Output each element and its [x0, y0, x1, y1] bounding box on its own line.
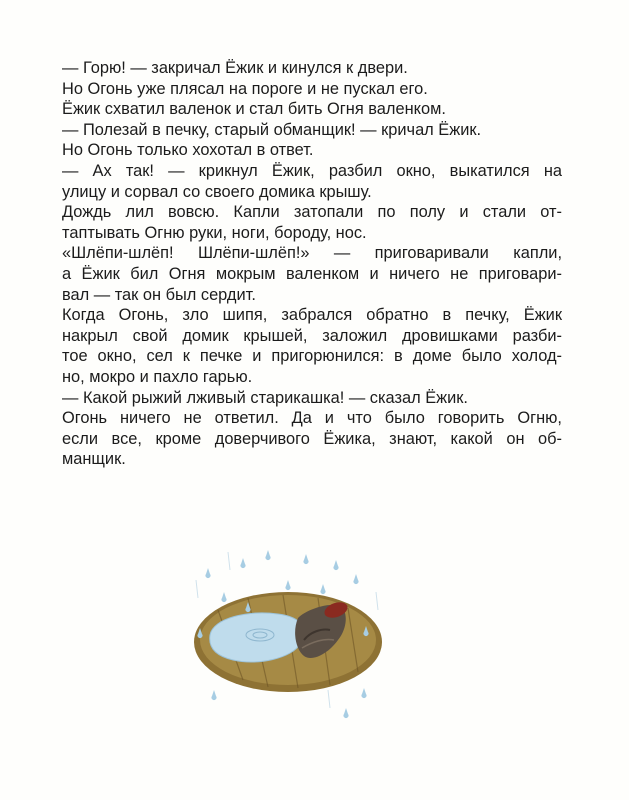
text-line: вал — так он был сердит. [62, 285, 256, 304]
text-line: но, мокро и пахло гарью. [62, 367, 253, 386]
paragraph [62, 99, 562, 120]
paragraph [62, 202, 562, 243]
text-line: — Ах так! — крикнул Ёжик, разбил окно, выкатился на [62, 161, 562, 180]
story-text [62, 58, 562, 470]
paragraph [62, 58, 562, 79]
paragraph [62, 388, 562, 409]
text-line: улицу и сорвал со своего домика крышу. [62, 182, 372, 201]
text-line: Но Огонь только хохотал в ответ. [62, 141, 314, 160]
text-line: Когда Огонь, зло шипя, забрался обратно в печку, Ёжик [62, 306, 562, 325]
paragraph [62, 79, 562, 100]
text-line: — Какой рыжий лживый старикашка! — сказал Ёжик. [62, 388, 468, 407]
text-line: а Ёжик бил Огня мокрым валенком и ничего не приговари- [62, 264, 562, 283]
paragraph [62, 161, 562, 202]
text-line: Дождь лил вовсю. Капли затопали по полу и стали от- [62, 203, 562, 222]
text-line: Ёжик схватил валенок и стал бить Огня валенком. [62, 100, 446, 119]
text-line: Но Огонь уже плясал на пороге и не пускал его. [62, 79, 428, 98]
text-line: — Горю! — закричал Ёжик и кинулся к двери. [62, 59, 408, 77]
text-line: Огонь ничего не ответил. Да и что было говорить Огню, [62, 409, 562, 428]
text-line: «Шлёпи-шлёп! Шлёпи-шлёп!» — приговаривали капли, [62, 244, 562, 263]
rain-puddle-illustration [188, 540, 388, 740]
paragraph [62, 305, 562, 387]
paragraph [62, 140, 562, 161]
text-line: манщик. [62, 450, 126, 469]
text-line: таптывать Огню руки, ноги, бороду, нос. [62, 223, 367, 242]
text-line: тое окно, сел к печке и пригорюнился: в доме было холод- [62, 347, 562, 366]
text-line: накрыл свой домик крышей, заложил дровишками разби- [62, 326, 562, 345]
paragraph [62, 408, 562, 470]
text-line: — Полезай в печку, старый обманщик! — кричал Ёжик. [62, 120, 482, 139]
paragraph [62, 120, 562, 141]
text-line: если все, кроме доверчивого Ёжика, знают, какой он об- [62, 429, 562, 448]
paragraph [62, 243, 562, 305]
